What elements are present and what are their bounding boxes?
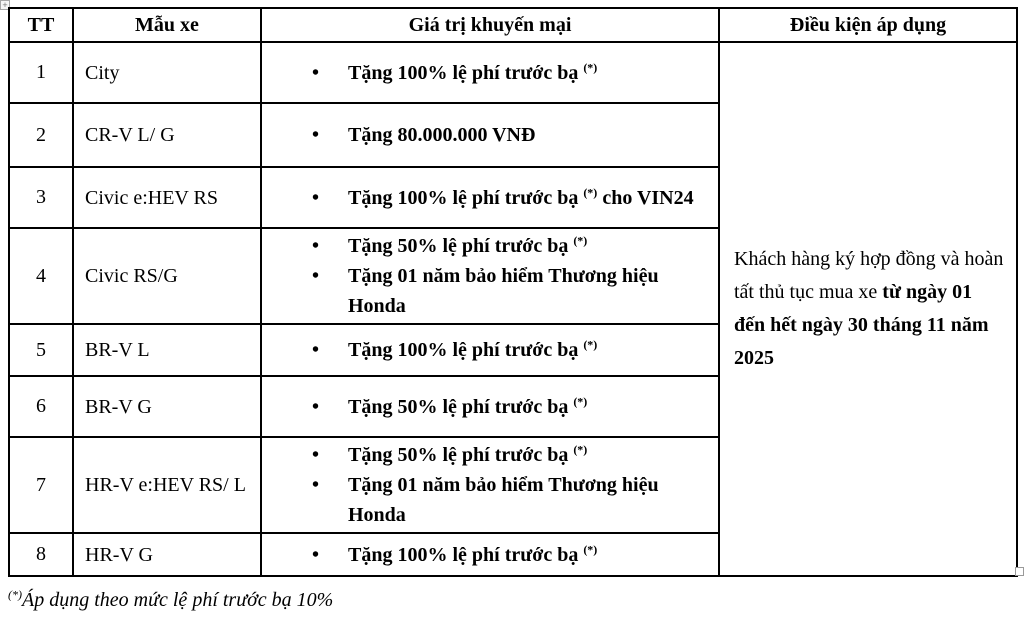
- promo-bullet: [312, 335, 712, 365]
- promo-cell: [261, 437, 719, 533]
- promo-bullet: [312, 58, 712, 88]
- promo-cell: [261, 324, 719, 376]
- model-name: HR-V G: [85, 543, 153, 566]
- promo-cell: [261, 103, 719, 167]
- model-cell: [73, 376, 261, 437]
- model-cell: [73, 228, 261, 324]
- row-number: 8: [9, 533, 73, 576]
- model-name: BR-V L: [85, 339, 150, 361]
- row-number: 6: [9, 376, 73, 437]
- promo-text: Tặng 100% lệ phí trước bạ (*) cho VIN24: [348, 184, 694, 209]
- header-model: Mẫu xe: [73, 8, 261, 42]
- header-promo: Giá trị khuyến mại: [261, 8, 719, 42]
- footnote-text: Áp dụng theo mức lệ phí trước bạ 10%: [22, 589, 334, 611]
- promo-bullet: [312, 231, 712, 261]
- row-number: 5: [9, 324, 73, 376]
- promo-cell: [261, 376, 719, 437]
- promo-text: Tặng 100% lệ phí trước bạ (*): [348, 59, 598, 84]
- bullet-icon: •: [312, 235, 320, 257]
- promo-bullet: [312, 540, 712, 570]
- model-name: Civic RS/G: [85, 265, 178, 287]
- promo-bullet: [312, 392, 712, 422]
- model-cell: [73, 437, 261, 533]
- footnote-ref: (*): [583, 184, 598, 199]
- row-number: 2: [9, 103, 73, 167]
- promotion-table: [8, 7, 1018, 577]
- model-name: BR-V G: [85, 395, 152, 418]
- footnote-ref: (*): [573, 442, 588, 457]
- footnote-marker: (*): [8, 587, 22, 602]
- bullet-icon: •: [312, 474, 320, 496]
- promo-bullet: [312, 261, 712, 321]
- condition-text-bold: từ ngày 01 đến hết ngày 30 tháng 11 năm 2025: [734, 281, 989, 369]
- bullet-icon: •: [312, 61, 320, 84]
- footnote: [8, 589, 333, 612]
- model-cell: [73, 533, 261, 576]
- promo-text: Tặng 100% lệ phí trước bạ (*): [348, 337, 598, 361]
- promo-text: Tặng 80.000.000 VNĐ: [348, 124, 536, 146]
- table-move-handle[interactable]: +: [0, 0, 10, 10]
- footnote-ref: (*): [573, 393, 588, 408]
- model-cell: [73, 167, 261, 228]
- model-cell: [73, 42, 261, 103]
- bullet-icon: •: [312, 186, 320, 209]
- promo-cell: [261, 228, 719, 324]
- header-row: [9, 8, 1017, 42]
- bullet-icon: •: [312, 444, 320, 466]
- promo-cell: [261, 167, 719, 228]
- promo-cell: [261, 42, 719, 103]
- promo-bullet: [312, 470, 712, 530]
- table-row: [9, 42, 1017, 103]
- model-cell: [73, 324, 261, 376]
- table-resize-handle[interactable]: [1015, 567, 1024, 576]
- promo-bullet: [312, 183, 712, 213]
- model-cell: [73, 103, 261, 167]
- model-name: City: [85, 61, 120, 84]
- promo-text: Tặng 01 năm bảo hiểm Thương hiệu Honda: [348, 265, 659, 317]
- promo-text: Tặng 01 năm bảo hiểm Thương hiệu Honda: [348, 474, 659, 526]
- bullet-icon: •: [312, 395, 320, 418]
- header-tt: TT: [9, 8, 73, 42]
- header-condition: Điều kiện áp dụng: [719, 8, 1017, 42]
- bullet-icon: •: [312, 543, 320, 566]
- promo-text: Tặng 100% lệ phí trước bạ (*): [348, 541, 598, 566]
- bullet-icon: •: [312, 339, 320, 361]
- condition-cell: [719, 42, 1017, 576]
- promo-text: Tặng 50% lệ phí trước bạ (*): [348, 233, 588, 257]
- promo-text: Tặng 50% lệ phí trước bạ (*): [348, 393, 588, 418]
- row-number: 4: [9, 228, 73, 324]
- bullet-icon: •: [312, 265, 320, 287]
- promo-text: Tặng 50% lệ phí trước bạ (*): [348, 442, 588, 466]
- promo-bullet: [312, 120, 712, 150]
- promo-cell: [261, 533, 719, 576]
- promo-bullet: [312, 440, 712, 470]
- condition-text: Khách hàng ký hợp đồng và hoàn tất thủ tục mua xe: [734, 248, 1004, 303]
- footnote-ref: (*): [583, 59, 598, 74]
- row-number: 7: [9, 437, 73, 533]
- footnote-ref: (*): [583, 541, 598, 556]
- bullet-icon: •: [312, 124, 320, 146]
- footnote-ref: (*): [573, 233, 588, 248]
- model-name: HR-V e:HEV RS/ L: [85, 474, 246, 496]
- row-number: 1: [9, 42, 73, 103]
- footnote-ref: (*): [583, 337, 598, 352]
- model-name: Civic e:HEV RS: [85, 186, 218, 209]
- row-number: 3: [9, 167, 73, 228]
- model-name: CR-V L/ G: [85, 124, 175, 146]
